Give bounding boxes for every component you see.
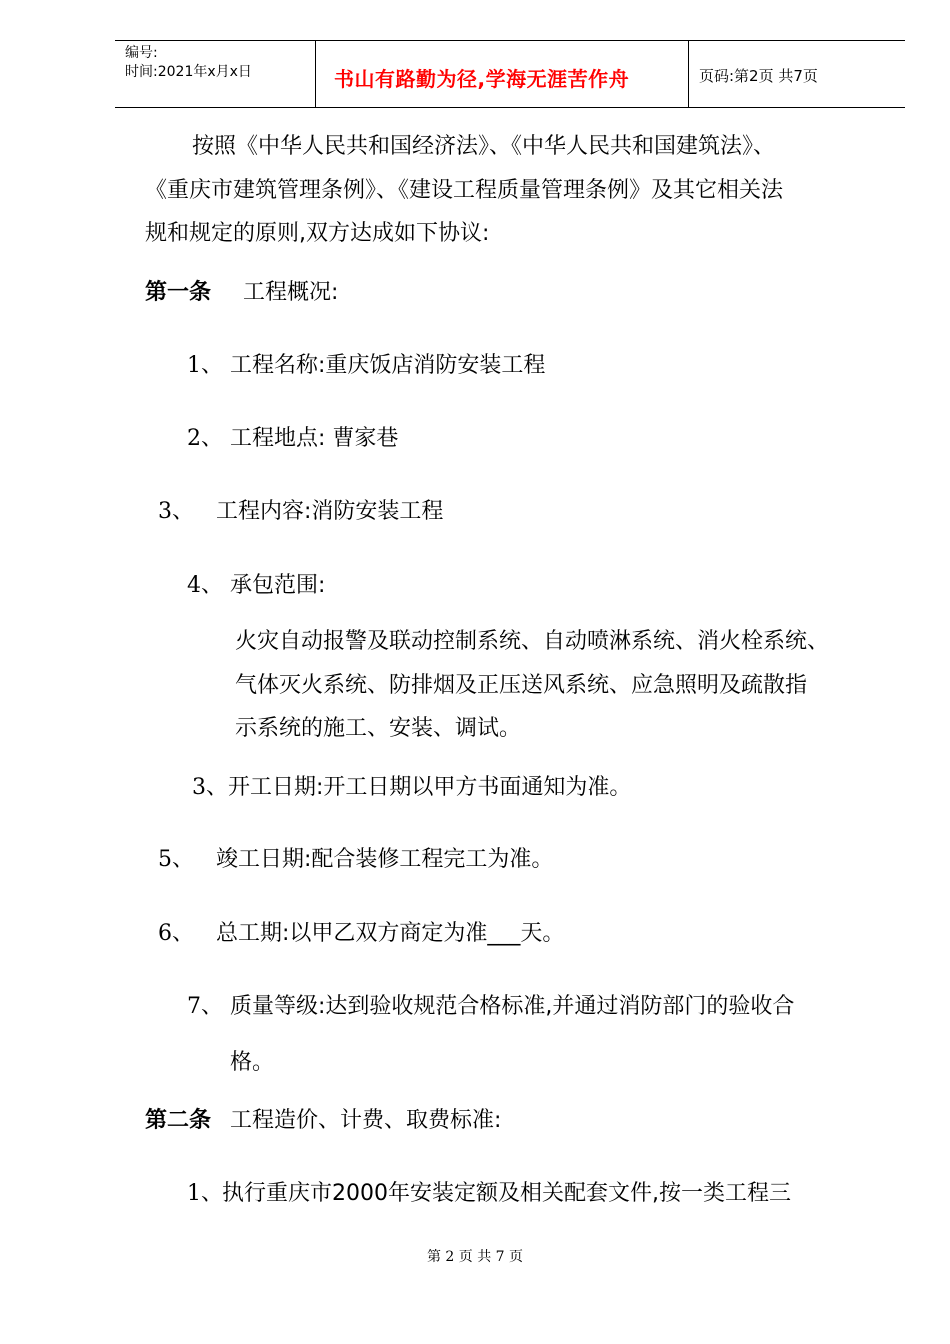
item-number: 1、 [187, 353, 223, 378]
item-project-location: 工程地点: 曹家巷 [230, 426, 399, 451]
page-header [115, 40, 905, 108]
page-footer: 第 2 页 共 7 页 [426, 1249, 524, 1265]
item-completion-date: 竣工日期:配合装修工程完工为准。 [216, 847, 554, 872]
scope-line-2: 气体灭火系统、防排烟及正压送风系统、应急照明及疏散指 [235, 673, 808, 698]
scope-line-1: 火灾自动报警及联动控制系统、自动喷淋系统、消火栓系统、 [235, 629, 830, 654]
item-number: 6、 [158, 921, 194, 946]
item-number: 1、 [187, 1181, 223, 1206]
item-quality-grade: 质量等级:达到验收规范合格标准,并通过消防部门的验收合 [230, 994, 795, 1019]
article-1-title: 工程概况: [243, 280, 339, 305]
intro-line-2: 《重庆市建筑管理条例》、《建设工程质量管理条例》及其它相关法 [145, 178, 784, 203]
item-number: 2、 [187, 426, 223, 451]
number-label: 编号: [125, 45, 158, 61]
item-number: 5、 [158, 847, 194, 872]
item-number: 3、 [192, 775, 228, 800]
intro-line-1: 按照《中华人民共和国经济法》、《中华人民共和国建筑法》、 [192, 134, 776, 159]
intro-line-3: 规和规定的原则,双方达成如下协议: [145, 221, 490, 246]
item-quality-grade-cont: 格。 [230, 1050, 275, 1075]
item-number: 3、 [158, 499, 194, 524]
item-pricing-standard: 执行重庆市2000年安装定额及相关配套文件,按一类工程三 [222, 1181, 791, 1206]
scope-line-3: 示系统的施工、安装、调试。 [235, 716, 522, 741]
item-number: 4、 [187, 573, 223, 598]
article-1-label: 第一条 [145, 280, 212, 305]
item-number: 7、 [187, 994, 223, 1019]
item-total-duration: 总工期:以甲乙双方商定为准___天。 [216, 921, 565, 946]
item-project-name: 工程名称:重庆饭店消防安装工程 [230, 353, 546, 378]
article-2-label: 第二条 [145, 1108, 212, 1133]
item-contract-scope: 承包范围: [230, 573, 326, 598]
item-start-date: 开工日期:开工日期以甲方书面通知为准。 [228, 775, 632, 800]
article-2-title: 工程造价、计费、取费标准: [230, 1108, 502, 1133]
motto-text: 书山有路勤为径,学海无涯苦作舟 [334, 67, 630, 91]
header-motto-cell [316, 41, 689, 107]
header-info-cell [115, 41, 316, 107]
time-label: 时间:2021年x月x日 [125, 64, 252, 80]
header-page-cell [689, 41, 905, 107]
header-page-number: 页码:第2页 共7页 [699, 67, 818, 85]
item-project-content: 工程内容:消防安装工程 [216, 499, 444, 524]
